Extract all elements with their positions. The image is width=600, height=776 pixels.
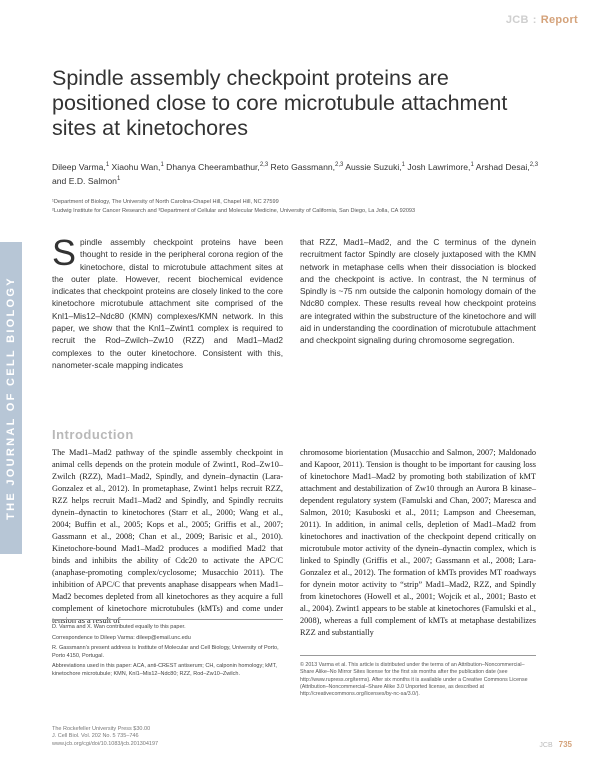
author-affiliation-mark: 1 [470,162,474,169]
footnote: D. Varma and X. Wan contributed equally to this paper. [52,624,186,630]
introduction-heading: Introduction [52,427,134,442]
body-column-left: The Mad1–Mad2 pathway of the spindle assembly checkpoint in animal cells depends on the protein module of Zwint1, Rod–Zw10–Zwilch (RZZ), Mad1–Mad2, Spindly, and dynein–dynactin (Lara-Gonzalez et al., 2012). In prometaphase, Zwint1 helps recruit RZZ, RZZ helps recruit Mad1–Mad2 and Spindly, and Spindly recruits dynein–dynactin to kinetochores (Starr et al., 2000; Wang et al., 2004; Buffin et al., 2005; Kops et al., 2005; Griffis et al., 2007; Gassmann et al., 2008; Chan et al., 2009; Barisic et al., 2010). Kinetochore-bound Mad1–Mad2 produces a modified Mad2 that binds and inhibits the ability of Cdc20 to activate the APC/C (anaphase-promoting complex/cyclosome; Musacchio 2011). The inhibition of APC/C that prevents anaphase disappears when Mad1–Mad2 becomes depleted from all kinetochores as they acquire a full complement of kinetochore microtubules (kMTs) and come under tension as a result of [52,448,283,625]
license-notice: © 2013 Varma et al. This article is distributed under the terms of an Attribution–Noncommercial–Share Alike–No Mirror Sites license for the first six months after the publication date (see http://www.rupress.org/terms). After six months it is available under a Creative Commons License (Attribution–Noncommercial–Share Alike 3.0 Unported license, as described at http://creativecommons.org/licenses/by-nc-sa/3.0/). [300,662,528,698]
author-affiliation-mark: 1 [160,162,164,169]
author-name: Josh Lawrimore, [407,162,471,172]
author [476,162,538,172]
author [271,162,344,172]
side-banner-text: THE JOURNAL OF CELL BIOLOGY [5,276,17,520]
journal-short-name: JCB [505,14,529,26]
page-footer [539,740,572,749]
author-name: Xiaohu Wan, [111,162,161,172]
author [345,162,405,172]
author-affiliation-mark: 1 [105,162,110,169]
footnote-correspondence: Correspondence to Dileep Varma: dileep@email.unc.edu [52,634,191,641]
affiliation-line: ¹Department of Biology, The University of North Carolina-Chapel Hill, Chapel Hill, NC 27599 [52,199,279,205]
author-affiliation-mark: 2,3 [259,162,269,169]
author-affiliation-mark: 1 [401,162,406,169]
author-name: Arshad Desai, [475,162,530,172]
author [112,162,164,172]
abstract-text-right: that RZZ, Mad1–Mad2, and the C terminus of the dynein recruitment factor Spindly are closely juxtaposed with the KMN network in metaphase cells when their dissociation is blocked and the checkpoint is active. In contrast, the N terminus of Spindly is ~75 nm outside the calponin homology domain of the Ndc80 complex. These results reveal how checkpoint proteins are integrated within the substructure of the kinetochore and will aid in understanding the coordination of microtubule attachment and checkpoint signaling during chromosome segregation. [300,237,536,346]
publisher-line: The Rockefeller University Press $30.00 [52,726,151,732]
journal-section-tag [506,14,578,26]
footnote-divider [52,619,283,620]
article-title: Spindle assembly checkpoint proteins are positioned close to core microtubule attachment sites at kinetochores [52,66,508,140]
author [52,176,120,186]
page-number: 735 [558,740,572,749]
author [166,162,268,172]
affiliations [52,198,552,215]
article-type: Report [540,14,578,26]
journal-tag-separator: : [532,14,537,26]
publisher-info [52,726,252,748]
citation-line: J. Cell Biol. Vol. 202 No. 5 735–746 [52,733,139,740]
abstract-dropcap: S [52,232,77,273]
footnotes [52,624,283,682]
footer-journal: JCB [539,742,553,749]
author-name: Reto Gassmann, [270,162,336,172]
author-affiliation-mark: 1 [116,176,121,183]
author-name: Aussie Suzuki, [345,162,402,172]
abstract-right-column [300,236,536,347]
author-affiliation-mark: 2,3 [335,162,344,169]
abstract-left-column [52,232,283,371]
body-column-right: chromosome biorientation (Musacchio and Salmon, 2007; Maldonado and Kapoor, 2011). Tension is thought to be important for causing loss of kinetochore Mad1–Mad2 by promoting both stabilization of kMT attachment and destabilization of Zw10 through an Aurora B kinase–dependent regulatory system (Famulski and Chan, 2007; Maresca and Salmon, 2010; Kasuboski et al., 2011; Lampson and Cheeseman, 2011). In addition, in animal cells, depletion of Mad1–Mad2 from kinetochores and inactivation of the checkpoint depend critically on microtubule motor activity of the dynein–dynactin complex, which is linked to Spindly (Griffis et al., 2007; Gassmann et al., 2008; Lara-Gonzalez et al., 2012). The formation of kMTs provides MT roadways for dynein motor activity to “strip” Mad1–Mad2, RZZ, and Spindly from kinetochores (Howell et al., 2001; Wojcik et al., 2001; Basto et al., 2004). Zwint1 appears to be stable at kinetochores (Famulski et al., 2008), whereas a full complement of kMTs at metaphase destabilizes RZZ and substantially [300,448,536,637]
abstract-text-left: pindle assembly checkpoint proteins have been thought to reside in the peripheral corona region of the kinetochore, distal to microtubule attachment sites at the outer plate. However, recent biochemical evidence indicates that checkpoint proteins are closely linked to the core kinetochore microtubule attachment site comprised of the Knl1–Mis12–Ndc80 (KMN) complexes/KMN network. In this paper, we show that the Knl1–Zwint1 complex is required to recruit the Rod–Zwilch–Zw10 (RZZ) and Mad1–Mad2 complexes to the outer kinetochore. Consistent with this, nanometer-scale mapping indicates [52,237,283,370]
author-name: and E.D. Salmon [52,176,117,186]
license-divider [300,655,536,656]
author [407,162,473,172]
author-affiliation-mark: 2,3 [529,162,539,169]
doi-line: www.jcb.org/cgi/doi/10.1083/jcb.201304197 [52,740,159,747]
page-header [0,0,600,40]
author-name: Dhanya Cheerambathur, [166,162,260,172]
author-name: Dileep Varma, [52,162,106,172]
author [52,162,109,172]
author-list [52,160,552,188]
footnote-abbreviations: Abbreviations used in this paper: ACA, anti-CREST antiserum; CH, calponin homology; kMT, kinetochore microtubule; KMN, Knl1–Mis12–Ndc80; RZZ, Rod–Zw10–Zwilch. [52,663,277,677]
affiliation-line: ²Ludwig Institute for Cancer Research and ³Department of Cellular and Molecular Medicine, University of California, San Diego, La Jolla, CA 92093 [52,207,416,214]
footnote: R. Gassmann’s present address is Institute of Molecular and Cell Biology, University of Porto, Porto 4150, Portugal. [52,645,279,659]
